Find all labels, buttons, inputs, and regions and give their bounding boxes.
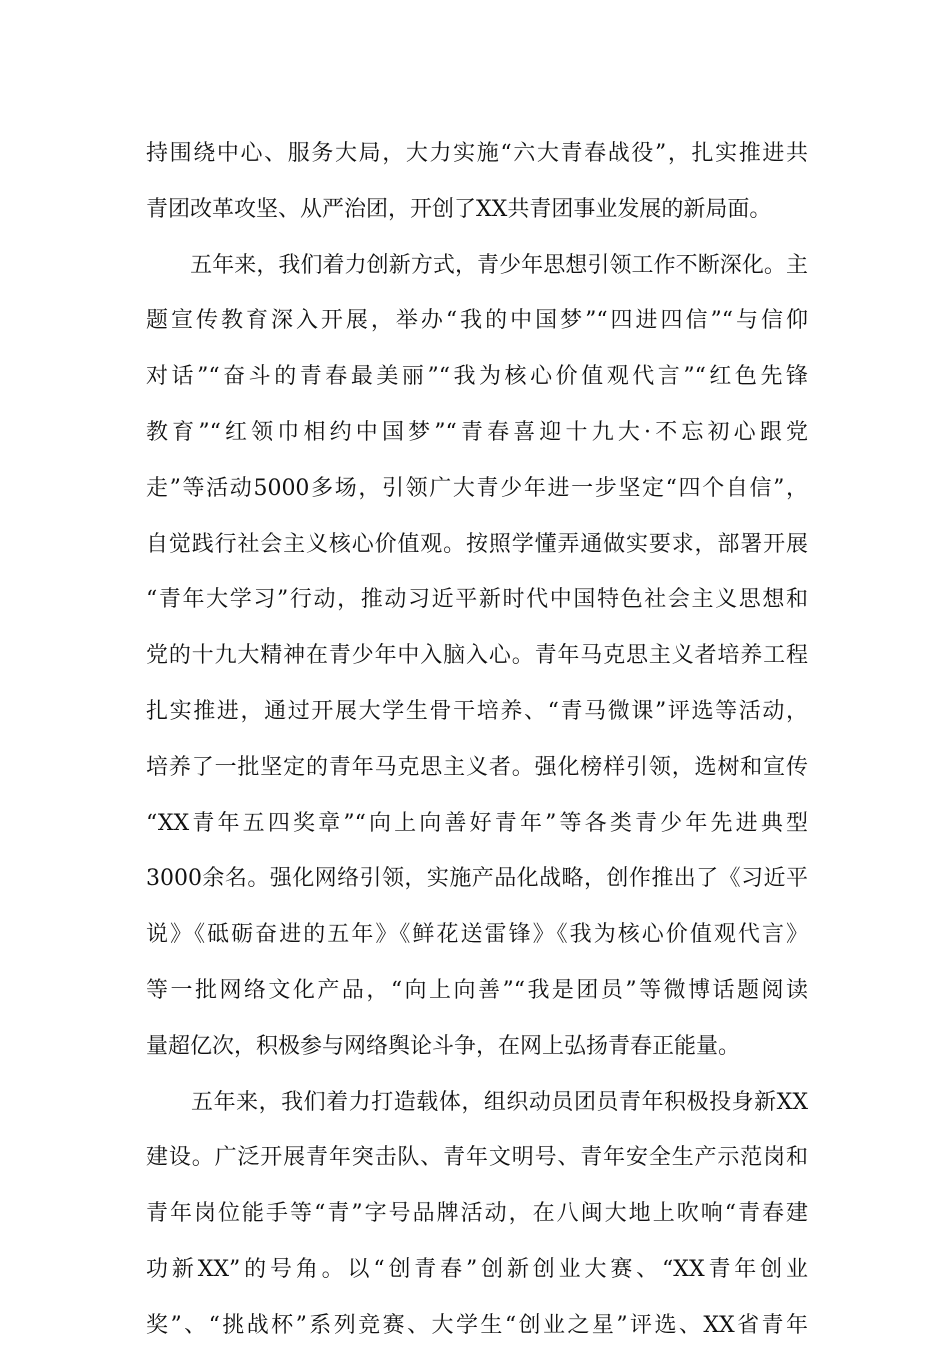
text-line: 建设。广泛开展青年突击队、青年文明号、青年安全生产示范岗和 xyxy=(146,1145,808,1171)
text-line: 量超亿次，积极参与网络舆论斗争，在网上弘扬青春正能量。 xyxy=(146,1033,741,1059)
body-text xyxy=(146,126,808,1354)
text-line: 等一批网络文化产品，“向上向善”“我是团员”等微博话题阅读 xyxy=(146,977,808,1003)
text-line: 说》《砥砺奋进的五年》《鲜花送雷锋》《我为核心价值观代言》 xyxy=(146,922,808,948)
text-line: 培养了一批坚定的青年马克思主义者。强化榜样引领，选树和宣传 xyxy=(146,754,808,780)
text-line: 持围绕中心、服务大局，大力实施“六大青春战役”，扎实推进共 xyxy=(146,141,808,166)
text-line: 3000余名。强化网络引领，实施产品化战略，创作推出了《习近平 xyxy=(146,866,808,892)
text-line: 党的十九大精神在青少年中入脑入心。青年马克思主义者培养工程 xyxy=(146,643,808,669)
text-line: 五年来，我们着力打造载体，组织动员团员青年积极投身新XX xyxy=(146,1089,808,1115)
text-line: “XX青年五四奖章”“向上向善好青年”等各类青少年先进典型 xyxy=(146,810,808,836)
text-line: “青年大学习”行动，推动习近平新时代中国特色社会主义思想和 xyxy=(146,587,808,613)
text-line: 自觉践行社会主义核心价值观。按照学懂弄通做实要求，部署开展 xyxy=(146,531,808,557)
text-line: 扎实推进，通过开展大学生骨干培养、“青马微课”评选等活动， xyxy=(146,698,808,724)
text-line: 走”等活动5000多场，引领广大青少年进一步坚定“四个自信”， xyxy=(146,475,808,501)
text-line: 奖”、“挑战杯”系列竞赛、大学生“创业之星”评选、XX省青年 xyxy=(146,1312,808,1338)
text-line: 五年来，我们着力创新方式，青少年思想引领工作不断深化。主 xyxy=(146,252,808,278)
text-line: 青团改革攻坚、从严治团，开创了XX共青团事业发展的新局面。 xyxy=(146,196,772,222)
text-line: 对话”“奋斗的青春最美丽”“我为核心价值观代言”“红色先锋 xyxy=(146,364,808,390)
text-line: 功新XX”的号角。以“创青春”创新创业大赛、“XX青年创业 xyxy=(146,1256,808,1282)
text-line: 青年岗位能手等“青”字号品牌活动，在八闽大地上吹响“青春建 xyxy=(146,1201,808,1227)
text-line: 题宣传教育深入开展，举办“我的中国梦”“四进四信”“与信仰 xyxy=(146,308,808,334)
text-line: 教育”“红领巾相约中国梦”“青春喜迎十九大·不忘初心跟党 xyxy=(146,419,808,445)
